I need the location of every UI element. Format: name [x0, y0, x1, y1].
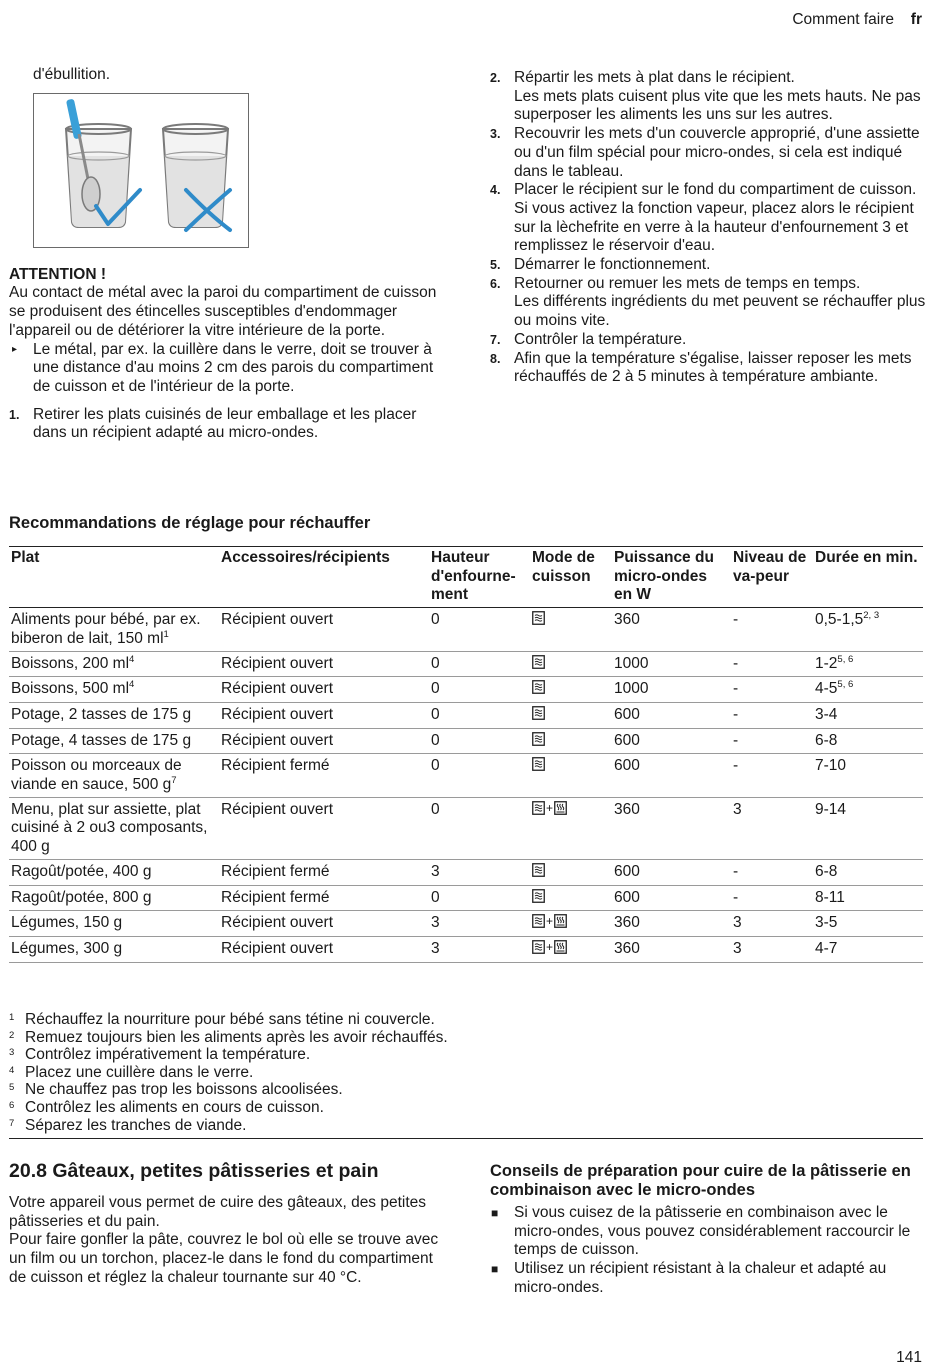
square-bullet-icon: ■: [491, 1262, 499, 1277]
cell-mode: [530, 728, 612, 754]
step-5: [490, 256, 930, 275]
cell-mode: [530, 754, 612, 797]
step-7: [490, 331, 930, 350]
step-text: Retourner ou remuer les mets de temps en temps.: [514, 274, 861, 292]
plus-sign: +: [546, 800, 554, 815]
steam-mode-icon: [554, 940, 567, 954]
cell-puissance: 1000: [612, 651, 731, 677]
cell-duree: 6-8: [813, 859, 923, 885]
cell-duree: 7-10: [813, 754, 923, 797]
footnote-number: 5: [9, 1082, 15, 1094]
footnote-text: Contrôlez impérativement la température.: [25, 1046, 311, 1064]
cell-puissance: 360: [612, 797, 731, 859]
cell-hauteur: 0: [429, 754, 530, 797]
steam-mode-icon: [554, 914, 567, 928]
footnote-number: 3: [9, 1047, 15, 1059]
col-header-accessoires: Accessoires/récipients: [219, 547, 429, 608]
cell-hauteur: 0: [429, 651, 530, 677]
cell-niveau: -: [731, 859, 813, 885]
cell-puissance: 600: [612, 728, 731, 754]
right-column: [490, 69, 930, 387]
step-number: 3.: [490, 127, 501, 142]
header-language: fr: [910, 11, 922, 28]
cell-plat: Légumes, 300 g: [9, 936, 219, 962]
plus-sign: +: [546, 914, 554, 929]
step-text: Contrôler la température.: [514, 330, 687, 348]
step-text: Répartir les mets à plat dans le récipient.: [514, 69, 795, 86]
cell-niveau: -: [731, 728, 813, 754]
header-section: Comment faire: [792, 11, 894, 28]
step-8: [490, 350, 930, 387]
table-row: [9, 677, 923, 703]
section-paragraph-1: Votre appareil vous permet de cuire des gâteaux, des petites pâtisseries et du pain.: [9, 1194, 427, 1230]
cell-niveau: -: [731, 702, 813, 728]
col-header-niveau: Niveau de va-peur: [731, 547, 813, 608]
cell-duree: 3-5: [813, 911, 923, 937]
cell-niveau: -: [731, 754, 813, 797]
step-number: 5.: [490, 258, 501, 273]
cell-niveau: -: [731, 608, 813, 651]
cell-plat: Menu, plat sur assiette, plat cuisiné à 2 ou3 composants, 400 g: [9, 797, 219, 859]
col-header-mode: Mode de cuisson: [530, 547, 612, 608]
footnote-ref: 7: [171, 775, 177, 787]
left-column: [9, 66, 439, 443]
table-row: [9, 911, 923, 937]
table-row: [9, 702, 923, 728]
footnote: [9, 1029, 923, 1047]
cell-accessoires: Récipient ouvert: [219, 911, 429, 937]
footnote-text: Réchauffez la nourriture pour bébé sans tétine ni couvercle.: [25, 1011, 435, 1028]
footnote: [9, 1046, 923, 1064]
step-3: [490, 125, 930, 181]
cell-niveau: 3: [731, 797, 813, 859]
section-paragraph-2: Pour faire gonfler la pâte, couvrez le bol où elle se trouve avec un film ou un torchon, placez-le dans le fond du compartiment de cuisson et réglez la chaleur tournante sur 40 °C.: [9, 1231, 439, 1286]
attention-bullet: [9, 341, 439, 397]
microwave-mode-icon: [532, 889, 545, 903]
cell-hauteur: 3: [429, 911, 530, 937]
footnote-number: 7: [9, 1117, 15, 1129]
cell-accessoires: Récipient ouvert: [219, 608, 429, 651]
step-4: [490, 181, 930, 256]
footnote-text: Remuez toujours bien les aliments après les avoir réchauffés.: [25, 1028, 448, 1046]
cell-plat: Potage, 2 tasses de 175 g: [9, 702, 219, 728]
footnote-number: 6: [9, 1099, 15, 1111]
cell-duree: 6-8: [813, 728, 923, 754]
cell-niveau: -: [731, 677, 813, 703]
cell-duree: 9-14: [813, 797, 923, 859]
cell-hauteur: 0: [429, 702, 530, 728]
microwave-mode-icon: [532, 914, 545, 928]
cell-puissance: 600: [612, 859, 731, 885]
footnote-ref: 1: [163, 628, 169, 640]
reheat-settings-table: [9, 546, 923, 963]
microwave-mode-icon: [532, 655, 545, 669]
tip-item: [490, 1260, 920, 1297]
cell-hauteur: 3: [429, 859, 530, 885]
cell-duree: 3-4: [813, 702, 923, 728]
cell-duree: 1-2$^{5, 6}$: [813, 651, 923, 677]
table-header-row: [9, 547, 923, 608]
microwave-mode-icon: [532, 801, 545, 815]
table-row: [9, 608, 923, 651]
cell-puissance: 1000: [612, 677, 731, 703]
cell-accessoires: Récipient ouvert: [219, 702, 429, 728]
microwave-mode-icon: [532, 863, 545, 877]
cell-mode: [530, 859, 612, 885]
cell-accessoires: Récipient fermé: [219, 754, 429, 797]
cell-accessoires: Récipient ouvert: [219, 728, 429, 754]
microwave-mode-icon: [532, 611, 545, 625]
cell-plat: Ragoût/potée, 400 g: [9, 859, 219, 885]
table-row: [9, 754, 923, 797]
table-footnotes: [9, 1011, 923, 1139]
cell-hauteur: 0: [429, 608, 530, 651]
cell-accessoires: Récipient ouvert: [219, 936, 429, 962]
cell-mode: [530, 936, 612, 962]
cell-plat: Ragoût/potée, 800 g: [9, 885, 219, 911]
cell-hauteur: 0: [429, 885, 530, 911]
cell-duree: 4-5$^{5, 6}$: [813, 677, 923, 703]
footnote-number: 2: [9, 1029, 15, 1041]
step-number: 6.: [490, 276, 501, 291]
step-text: Placer le récipient sur le fond du compartiment de cuisson.: [514, 181, 917, 199]
cell-puissance: 360: [612, 911, 731, 937]
step-text: Afin que la température s'égalise, laisser reposer les mets réchauffés de 2 à 5 minutes à température ambiante.: [514, 349, 912, 386]
cell-hauteur: 0: [429, 677, 530, 703]
table-row: [9, 797, 923, 859]
step-number: 2.: [490, 71, 501, 85]
tip-item: [490, 1204, 920, 1260]
tips-title: Conseils de préparation pour cuire de la pâtisserie en combinaison avec le micro-ondes: [490, 1162, 911, 1199]
cell-niveau: 3: [731, 911, 813, 937]
triangle-bullet-icon: ▸: [12, 343, 18, 355]
intro-tail: d'ébullition.: [33, 66, 111, 83]
tip-text: Utilisez un récipient résistant à la chaleur et adapté au micro-ondes.: [514, 1260, 887, 1296]
cell-mode: [530, 608, 612, 651]
cell-hauteur: 0: [429, 728, 530, 754]
cell-mode: [530, 797, 612, 859]
table-row: [9, 728, 923, 754]
footnote-ref: 2, 3: [863, 610, 880, 622]
cell-mode: [530, 885, 612, 911]
cell-puissance: 600: [612, 754, 731, 797]
cell-plat: Boissons, 200 $ml^4$: [9, 651, 219, 677]
step-text: Démarrer le fonctionnement.: [514, 256, 711, 274]
section-title: 20.8 Gâteaux, petites pâtisseries et pain: [9, 1160, 379, 1182]
cell-plat: Boissons, 500 $ml^4$: [9, 677, 219, 703]
cell-mode: [530, 702, 612, 728]
col-header-duree: Durée en min.: [813, 547, 923, 608]
footnote-number: 1: [9, 1012, 15, 1023]
step-note: Les mets plats cuisent plus vite que les mets hauts. Ne pas superposer les aliments les uns sur les autres.: [514, 87, 921, 124]
cell-duree: 0,5-1,5$^{2, 3}$: [813, 608, 923, 651]
step-note: Si vous activez la fonction vapeur, placez alors le récipient sur la lèchefrite en verre à la hauteur d'enfournement 3 et remplissez le réservoir d'eau.: [514, 199, 914, 255]
cell-niveau: 3: [731, 936, 813, 962]
table-row: [9, 936, 923, 962]
plus-sign: +: [546, 939, 554, 954]
table-title: Recommandations de réglage pour réchauffer: [9, 514, 371, 532]
cell-niveau: -: [731, 885, 813, 911]
cell-accessoires: Récipient fermé: [219, 885, 429, 911]
square-bullet-icon: ■: [491, 1206, 499, 1220]
cell-plat: Potage, 4 tasses de 175 g: [9, 728, 219, 754]
cell-plat: Poisson ou morceaux de viande en sauce, 500 $g^7$: [9, 754, 219, 797]
footnote-text: Contrôlez les aliments en cours de cuisson.: [25, 1098, 324, 1116]
footnote: [9, 1117, 923, 1135]
footnote-text: Placez une cuillère dans le verre.: [25, 1063, 254, 1081]
footnote-ref: 4: [129, 653, 135, 665]
footnote: [9, 1081, 923, 1099]
cell-accessoires: Récipient fermé: [219, 859, 429, 885]
step-number: 1.: [9, 407, 20, 422]
microwave-mode-icon: [532, 757, 545, 771]
cell-duree: 4-7: [813, 936, 923, 962]
col-header-plat: Plat: [9, 547, 219, 608]
step-6: [490, 275, 930, 331]
cell-puissance: 360: [612, 608, 731, 651]
steam-mode-icon: [554, 801, 567, 815]
tips-list: [490, 1204, 920, 1298]
footnote-text: Séparez les tranches de viande.: [25, 1116, 247, 1134]
cell-plat: Aliments pour bébé, par ex. biberon de lait, 150 $ml^1$: [9, 608, 219, 651]
col-header-hauteur: Hauteur d'enfourne-ment: [429, 547, 530, 608]
microwave-mode-icon: [532, 732, 545, 746]
cell-accessoires: Récipient ouvert: [219, 797, 429, 859]
footnote: [9, 1099, 923, 1117]
cell-puissance: 600: [612, 702, 731, 728]
attention-bullet-text: Le métal, par ex. la cuillère dans le verre, doit se trouver à une distance d'au moins 2 cm des parois du compartiment de cuisson et de l'intérieur de la porte.: [33, 340, 434, 395]
microwave-mode-icon: [532, 706, 545, 720]
section-body: [9, 1194, 439, 1288]
cell-accessoires: Récipient ouvert: [219, 677, 429, 703]
spoon-in-glass-figure: [33, 93, 249, 248]
step-number: 8.: [490, 351, 501, 366]
page-number: 141: [896, 1349, 922, 1366]
step-text: Retirer les plats cuisinés de leur emballage et les placer dans un récipient adapté au micro-ondes.: [33, 405, 417, 442]
cell-accessoires: Récipient ouvert: [219, 651, 429, 677]
cell-duree: 8-11: [813, 885, 923, 911]
tip-text: Si vous cuisez de la pâtisserie en combinaison avec le micro-ondes, vous pouvez considérablement raccourcir le temps de cuisson.: [514, 1204, 911, 1259]
footnote: [9, 1064, 923, 1082]
cell-mode: [530, 677, 612, 703]
footnote-number: 4: [9, 1064, 15, 1076]
attention-title: ATTENTION !: [9, 265, 107, 283]
attention-text: Au contact de métal avec la paroi du compartiment de cuisson se produisent des étincelles susceptibles d'endommager l'appareil ou de détériorer la vitre intérieure de la porte.: [9, 284, 437, 339]
step-1: [9, 406, 439, 443]
step-number: 4.: [490, 183, 501, 198]
cell-hauteur: 3: [429, 936, 530, 962]
cell-mode: [530, 651, 612, 677]
step-note: Les différents ingrédients du met peuvent se réchauffer plus ou moins vite.: [514, 293, 926, 330]
cell-mode: [530, 911, 612, 937]
cell-niveau: -: [731, 651, 813, 677]
cell-plat: Légumes, 150 g: [9, 911, 219, 937]
microwave-mode-icon: [532, 940, 545, 954]
microwave-mode-icon: [532, 680, 545, 694]
footnote: [9, 1011, 923, 1029]
footnote-ref: 4: [129, 679, 135, 691]
footnote-ref: 5, 6: [837, 679, 854, 691]
cell-hauteur: 0: [429, 797, 530, 859]
step-number: 7.: [490, 332, 501, 347]
col-header-puissance: Puissance du micro-ondes en W: [612, 547, 731, 608]
step-text: Recouvrir les mets d'un couvercle approprié, d'une assiette ou d'un film spécial pour micro-ondes, si cela est indiqué dans le tableau.: [514, 125, 920, 180]
footnote-ref: 5, 6: [837, 653, 854, 665]
table-row: [9, 859, 923, 885]
glass-illustration: [34, 94, 247, 246]
cell-puissance: 360: [612, 936, 731, 962]
table-row: [9, 651, 923, 677]
table-row: [9, 885, 923, 911]
cell-puissance: 600: [612, 885, 731, 911]
step-2: [490, 69, 930, 125]
footnote-text: Ne chauffez pas trop les boissons alcoolisées.: [25, 1081, 343, 1099]
